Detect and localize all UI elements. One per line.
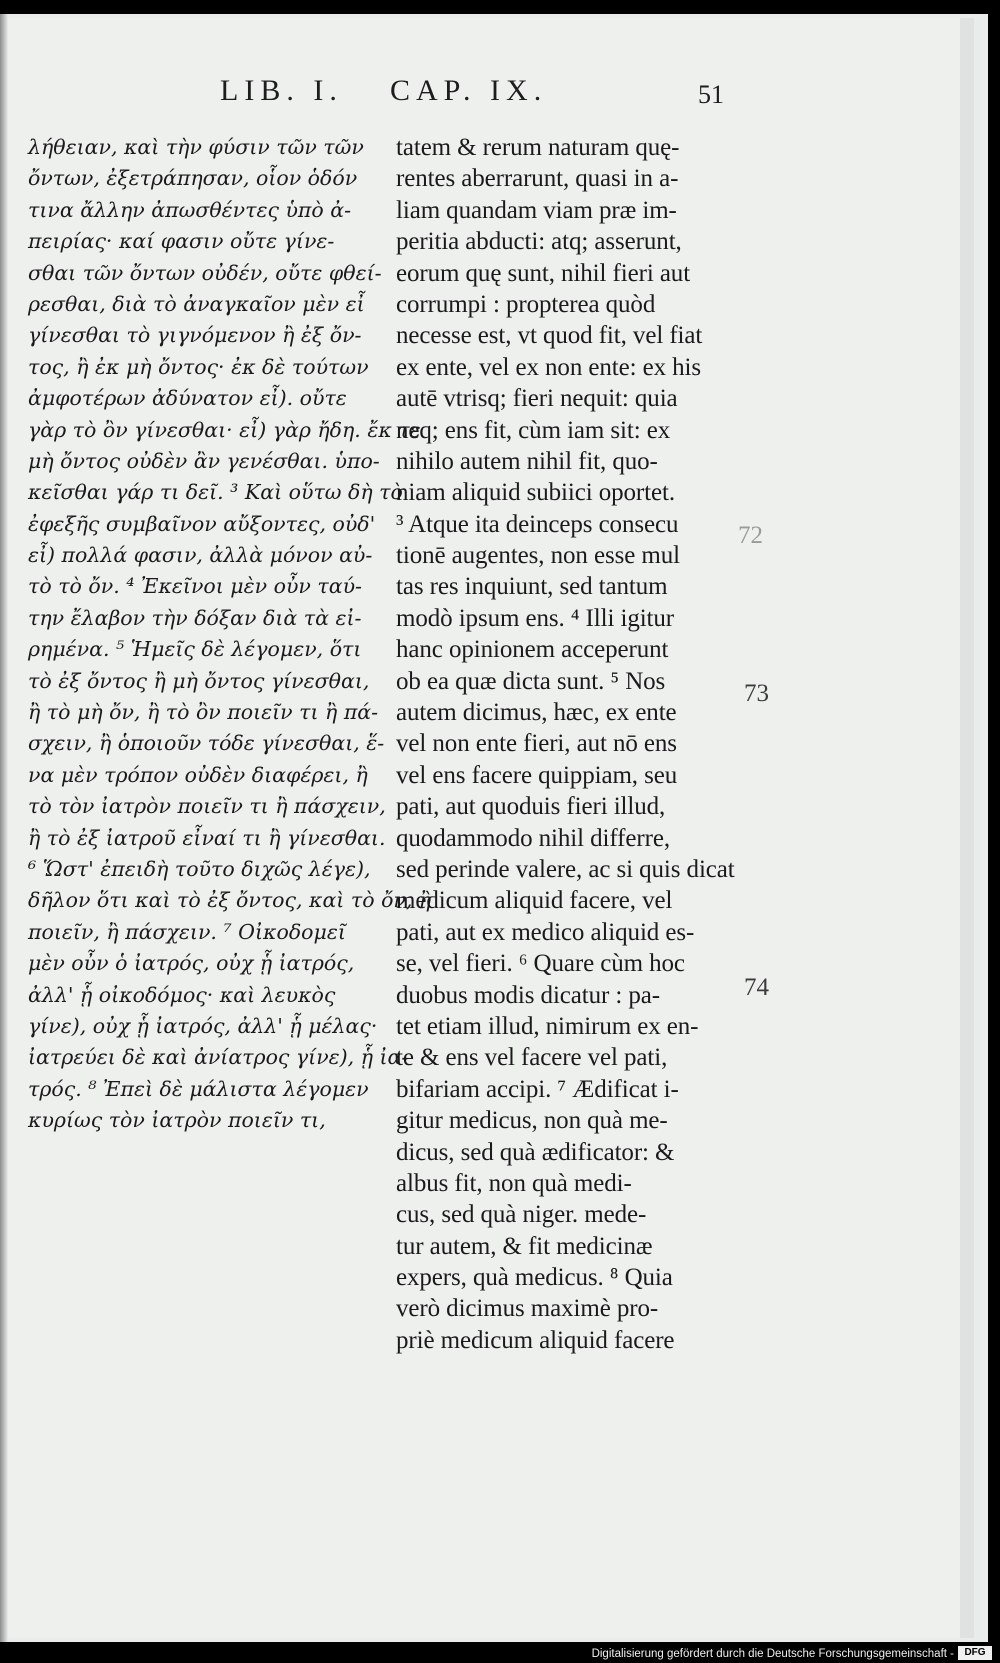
greek-text-line: τὸ ἐξ ὄντος ἢ μὴ ὄντος γίνεσθαι, <box>28 668 370 693</box>
greek-text-line: γὰρ τὸ ὂν γίνεσθαι· εἶ) γὰρ ἤδη. ἔκ τε <box>28 417 421 442</box>
latin-text-line: niam aliquid subiici oportet. <box>396 479 675 507</box>
greek-text-line: ἰατρεύει δὲ καὶ ἀνίατρος γίνε), ᾗ ἰα- <box>28 1045 409 1070</box>
greek-text-line: να μὲν τρόπον οὐδὲν διαφέρει, ἢ <box>28 762 368 787</box>
latin-text-line: ob ea quæ dicta sunt. ⁵ Nos <box>396 667 666 695</box>
latin-text-line: dicus, sed quà ædificator: & <box>396 1138 675 1166</box>
latin-text-line: pati, aut quoduis fieri illud, <box>396 793 666 821</box>
latin-text-line: nihilo autem nihil fit, quo- <box>396 447 658 475</box>
latin-text-line: se, vel fieri. ⁶ Quare cùm hoc <box>396 950 685 978</box>
greek-text-line: κεῖσθαι γάρ τι δεῖ. ³ Καὶ οὕτω δὴ τὸ <box>28 480 403 505</box>
greek-text-line: ἢ τὸ μὴ ὄν, ἢ τὸ ὂν ποιεῖν τι ἢ πά- <box>28 700 379 725</box>
greek-text-line: ποιεῖν, ἢ πάσχειν. ⁷ Οἰκοδομεῖ <box>28 919 346 944</box>
latin-text-line: tionē augentes, non esse mul <box>396 542 680 570</box>
greek-text-line: ρημένα. ⁵ Ἡμεῖς δὲ λέγομεν, ὅτι <box>28 637 362 662</box>
greek-text-line: κυρίως τὸν ἰατρὸν ποιεῖν τι, <box>28 1108 326 1133</box>
running-header <box>220 74 740 114</box>
latin-text-line: corrumpi : propterea quòd <box>396 290 656 318</box>
latin-text-line: vel non ente fieri, aut nō ens <box>396 730 677 758</box>
greek-text-line: μὲν οὖν ὁ ἰατρός, οὐχ ᾗ ἰατρός, <box>28 951 355 976</box>
latin-text-line: necesse est, vt quod fit, vel fiat <box>396 322 703 350</box>
dfg-logo: DFG <box>958 1646 992 1660</box>
greek-text-line: μὴ ὄντος οὐδὲν ἂν γενέσθαι. ὑπο- <box>28 448 380 473</box>
latin-text-line: quodammodo nihil differre, <box>396 824 670 852</box>
latin-text-line: bifariam accipi. ⁷ Ædificat i- <box>396 1075 679 1103</box>
chapter-label: CAP. IX. <box>390 74 548 107</box>
margin-number: 72 <box>738 522 763 549</box>
latin-text-line: autē vtrisq; fieri nequit: quia <box>396 385 678 413</box>
greek-text-line: τος, ἢ ἐκ μὴ ὄντος· ἐκ δὲ τούτων <box>28 354 369 379</box>
greek-text-line: ἐφεξῆς συμβαῖνον αὔξοντες, οὐδ' <box>28 511 376 536</box>
greek-text-line: ρεσθαι, διὰ τὸ ἀναγκαῖον μὲν εἶ <box>28 291 365 316</box>
greek-text-line: σχειν, ἢ ὁποιοῦν τόδε γίνεσθαι, ἕ- <box>28 731 385 756</box>
latin-text-line: vel ens facere quippiam, seu <box>396 761 678 789</box>
greek-text-line: ὄντων, ἐξετράπησαν, οἷον ὁδόν <box>28 166 358 191</box>
book-label: LIB. I. <box>220 74 343 107</box>
greek-text-line: ἀμφοτέρων ἀδύνατον εἶ). οὔτε <box>28 386 347 411</box>
greek-text-line: πειρίας· καί φασιν οὔτε γίνε- <box>28 229 335 254</box>
latin-text-line: sed perinde valere, ac si quis dicat <box>396 855 735 883</box>
page-number: 51 <box>698 80 724 109</box>
latin-text-line: ex ente, vel ex non ente: ex his <box>396 353 702 381</box>
greek-text-line: λήθειαν, καὶ τὴν φύσιν τῶν τῶν <box>28 135 364 159</box>
latin-text-line: tur autem, & fit medicinæ <box>396 1232 653 1260</box>
greek-text-line: τὸ τὸ ὄν. ⁴ Ἐκεῖνοι μὲν οὖν ταύ- <box>28 574 362 599</box>
latin-text-line: cus, sed quà niger. mede- <box>396 1201 647 1229</box>
margin-number: 73 <box>744 680 769 707</box>
greek-text-line: ἢ τὸ ἐξ ἰατροῦ εἶναί τι ἢ γίνεσθαι. <box>28 825 386 850</box>
latin-text-line: peritia abducti: atq; asserunt, <box>396 228 682 256</box>
greek-text-line: την ἔλαβον τὴν δόξαν διὰ τὰ εἰ- <box>28 605 362 630</box>
book-gutter-shadow <box>0 14 8 1642</box>
latin-text-column <box>396 132 746 1356</box>
greek-text-line: ἀλλ' ᾗ οἰκοδόμος· καὶ λευκὸς <box>28 982 336 1007</box>
greek-text-line: γίνεσθαι τὸ γιγνόμενον ἢ ἐξ ὄν- <box>28 323 362 348</box>
greek-text-line: τὸ τὸν ἰατρὸν ποιεῖν τι ἢ πάσχειν, <box>28 794 386 819</box>
latin-text-line: verò dicimus maximè pro- <box>396 1295 659 1323</box>
latin-text-line: autem dicimus, hæc, ex ente <box>396 699 677 727</box>
greek-text-line: τρός. ⁸ Ἐπεὶ δὲ μάλιστα λέγομεν <box>28 1076 369 1101</box>
latin-text-line: modò ipsum ens. ⁴ Illi igitur <box>396 604 675 632</box>
greek-text-line: ⁶ Ὥστ' ἐπειδὴ τοῦτο διχῶς λέγε), <box>28 856 371 881</box>
latin-text-line: albus fit, non quà medi- <box>396 1169 632 1197</box>
latin-text-line: tatem & rerum naturam quę- <box>396 134 680 161</box>
greek-text-line: γίνε), οὐχ ᾗ ἰατρός, ἀλλ' ᾗ μέλας· <box>28 1013 378 1038</box>
latin-text-line: priè medicum aliquid facere <box>396 1326 675 1354</box>
greek-text-line: σθαι τῶν ὄντων οὐδέν, οὔτε φθεί- <box>28 260 382 285</box>
latin-text-line: eorum quę sunt, nihil fieri aut <box>396 259 691 287</box>
latin-text-line: neq; ens fit, cùm iam sit: ex <box>396 416 671 444</box>
funding-notice: Digitalisierung gefördert durch die Deutsche Forschungsgemeinschaft - <box>591 1648 954 1660</box>
latin-text-line: liam quandam viam præ im- <box>396 196 677 224</box>
latin-text-line: tet etiam illud, nimirum ex en- <box>396 1012 699 1040</box>
margin-number: 74 <box>744 974 769 1001</box>
latin-text-line: tas res inquiunt, sed tantum <box>396 573 668 601</box>
greek-text-column <box>28 132 432 1137</box>
footer-bar <box>0 1642 1000 1663</box>
latin-text-line: expers, quà medicus. ⁸ Quia <box>396 1264 673 1292</box>
latin-text-line: rentes aberrarunt, quasi in a- <box>396 165 679 193</box>
greek-text-line: τινα ἄλλην ἀπωσθέντες ὑπὸ ἀ- <box>28 197 352 222</box>
book-page <box>8 18 974 1638</box>
greek-text-line: εἶ) πολλά φασιν, ἀλλὰ μόνον αὐ- <box>28 543 373 568</box>
latin-text-line: medicum aliquid facere, vel <box>396 887 673 915</box>
latin-text-line: ³ Atque ita deinceps consecu <box>396 510 679 538</box>
latin-text-line: duobus modis dicatur : pa- <box>396 981 661 1009</box>
greek-text-line: δῆλον ὅτι καὶ τὸ ἐξ ὄντος, καὶ τὸ ὄν, ἢ <box>28 888 432 913</box>
latin-text-line: hanc opinionem acceperunt <box>396 636 669 664</box>
latin-text-line: te & ens vel facere vel pati, <box>396 1044 668 1072</box>
latin-text-line: gitur medicus, non quà me- <box>396 1107 668 1135</box>
latin-text-line: pati, aut ex medico aliquid es- <box>396 918 695 946</box>
